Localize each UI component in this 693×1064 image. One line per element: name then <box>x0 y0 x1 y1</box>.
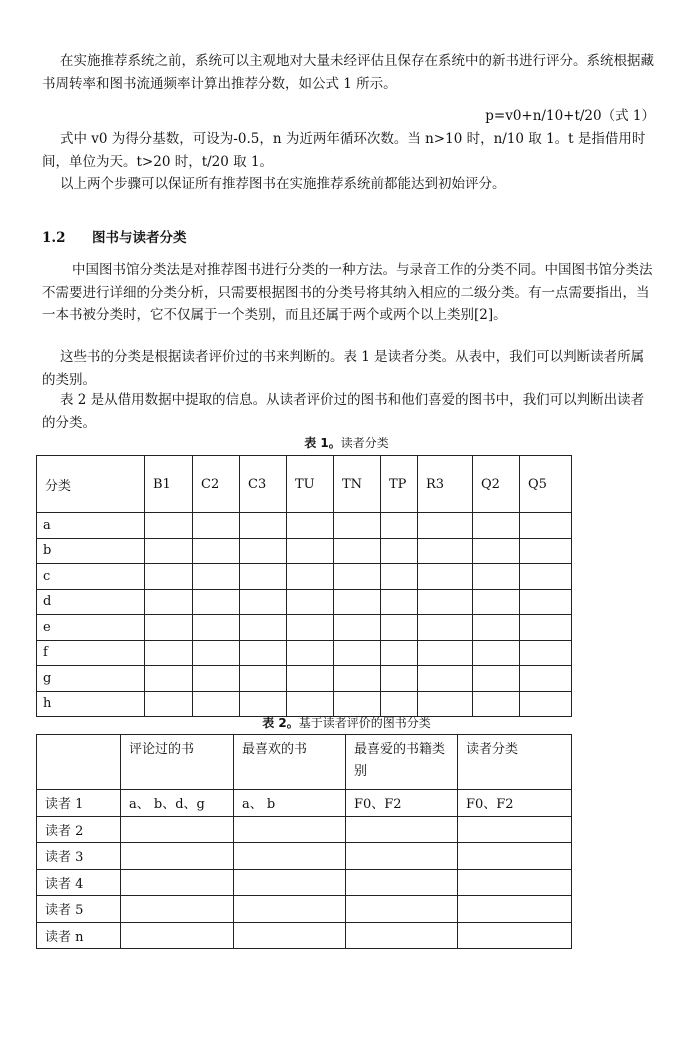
table-cell <box>334 666 381 692</box>
table-cell: F0、F2 <box>346 790 458 817</box>
table1-header-row <box>37 456 572 513</box>
table1-header-cell: 分类 <box>37 456 145 513</box>
table-cell <box>145 589 193 615</box>
table-row <box>37 843 572 870</box>
table-row <box>37 589 572 615</box>
table2-caption <box>0 714 693 731</box>
table-cell <box>234 896 346 923</box>
table-cell <box>334 564 381 590</box>
table1-header-cell: R3 <box>418 456 473 513</box>
table-cell <box>287 640 334 666</box>
table-cell <box>121 869 234 896</box>
table-cell <box>240 666 287 692</box>
table-cell <box>193 589 240 615</box>
table-cell <box>145 538 193 564</box>
table1-caption-text: 读者分类 <box>340 436 389 450</box>
table-row <box>37 666 572 692</box>
table-cell <box>234 922 346 949</box>
paragraph-3: 以上两个步骤可以保证所有推荐图书在实施推荐系统前都能达到初始评分。 <box>60 176 506 192</box>
table-cell <box>381 666 418 692</box>
table-cell <box>240 615 287 641</box>
table-cell <box>121 816 234 843</box>
table2-caption-text: 基于读者评价的图书分类 <box>298 716 431 730</box>
table2-header-cell: 评论过的书 <box>121 735 234 790</box>
table-cell: F0、F2 <box>458 790 572 817</box>
table-cell <box>240 589 287 615</box>
table-row <box>37 640 572 666</box>
table-cell <box>193 691 240 717</box>
paragraph-2: 式中 v0 为得分基数，可设为-0.5，n 为近两年循环次数。当 n>10 时，n/10 取 1。t 是指借用时间，单位为天。t>20 时，t/20 取 1。 <box>42 131 646 170</box>
table-cell <box>458 816 572 843</box>
table-row <box>37 513 572 539</box>
table-cell <box>381 538 418 564</box>
table-cell <box>520 589 572 615</box>
table-cell <box>520 513 572 539</box>
row-label: c <box>37 564 145 590</box>
table1-header-cell: C2 <box>193 456 240 513</box>
table-cell <box>346 843 458 870</box>
table-cell <box>193 615 240 641</box>
table-cell <box>520 538 572 564</box>
table1-caption <box>0 434 693 451</box>
table-row <box>37 869 572 896</box>
table-cell <box>473 691 520 717</box>
table-cell <box>334 589 381 615</box>
table2-header-cell: 最喜欢的书 <box>234 735 346 790</box>
table-cell <box>458 869 572 896</box>
table-row <box>37 922 572 949</box>
table-cell <box>346 922 458 949</box>
table2-header-cell: 最喜爱的书籍类别 <box>346 735 458 790</box>
table-cell <box>520 691 572 717</box>
table-cell <box>520 564 572 590</box>
table-cell <box>234 843 346 870</box>
table-cell <box>381 640 418 666</box>
table-cell <box>193 640 240 666</box>
table1-header-cell: TN <box>334 456 381 513</box>
table-cell <box>473 538 520 564</box>
row-label: 读者 1 <box>37 790 121 817</box>
table-cell <box>334 691 381 717</box>
table-cell <box>473 564 520 590</box>
row-label: 读者 5 <box>37 896 121 923</box>
row-label: h <box>37 691 145 717</box>
table-row <box>37 896 572 923</box>
table2-header-cell <box>37 735 121 790</box>
row-label: f <box>37 640 145 666</box>
table-cell <box>287 538 334 564</box>
table-cell <box>346 816 458 843</box>
table1-header-cell: B1 <box>145 456 193 513</box>
table-row <box>37 790 572 817</box>
table-cell <box>418 538 473 564</box>
table-cell <box>240 538 287 564</box>
row-label: a <box>37 513 145 539</box>
table-cell <box>121 843 234 870</box>
row-label: 读者 3 <box>37 843 121 870</box>
table-cell <box>458 922 572 949</box>
table1-header-cell: Q5 <box>520 456 572 513</box>
table-cell <box>193 564 240 590</box>
paragraph-4: 中国图书馆分类法是对推荐图书进行分类的一种方法。与录音工作的分类不同。中国图书馆分类法不需要进行详细的分类分析，只需要根据图书的分类号将其纳入相应的二级分类。有一点需要指出，当一本书被分类时，它不仅属于一个类别，而且还属于两个或两个以上类别[2]。 <box>42 262 653 323</box>
formula-1: p=v0+n/10+t/20（式 1） <box>485 108 655 124</box>
table-cell <box>287 589 334 615</box>
table-cell <box>520 640 572 666</box>
table-cell <box>145 513 193 539</box>
section-heading <box>42 226 187 246</box>
table-cell <box>381 691 418 717</box>
table-cell <box>145 564 193 590</box>
table-cell <box>473 513 520 539</box>
table-cell <box>234 869 346 896</box>
table1-header-cell: C3 <box>240 456 287 513</box>
table-cell <box>418 666 473 692</box>
table-cell <box>145 640 193 666</box>
table-cell <box>193 666 240 692</box>
table-cell <box>287 615 334 641</box>
table-cell <box>287 691 334 717</box>
section-title: 图书与读者分类 <box>92 230 187 246</box>
table-row <box>37 538 572 564</box>
table-cell <box>346 896 458 923</box>
row-label: d <box>37 589 145 615</box>
paragraph-1: 在实施推荐系统之前，系统可以主观地对大量未经评估且保存在系统中的新书进行评分。系统根据藏书周转率和图书流通频率计算出推荐分数，如公式 1 所示。 <box>42 53 654 92</box>
table-cell <box>193 538 240 564</box>
table1-header-cell: TU <box>287 456 334 513</box>
table-cell <box>381 564 418 590</box>
table-cell <box>418 615 473 641</box>
table1-header-cell: Q2 <box>473 456 520 513</box>
table-cell <box>234 816 346 843</box>
table-row <box>37 691 572 717</box>
section-number: 1.2 <box>42 230 66 246</box>
table-cell <box>145 691 193 717</box>
table-row <box>37 816 572 843</box>
row-label: 读者 n <box>37 922 121 949</box>
table1-header-cell: TP <box>381 456 418 513</box>
table-cell <box>287 564 334 590</box>
table-cell <box>418 513 473 539</box>
table1-caption-label: 表 1。 <box>304 436 341 450</box>
table-cell <box>334 538 381 564</box>
table-cell <box>334 513 381 539</box>
table-row <box>37 564 572 590</box>
row-label: b <box>37 538 145 564</box>
table-cell <box>121 896 234 923</box>
table-cell <box>334 615 381 641</box>
table-cell <box>473 615 520 641</box>
table-cell <box>240 691 287 717</box>
table-cell <box>418 691 473 717</box>
table-cell <box>473 666 520 692</box>
table2-caption-label: 表 2。 <box>262 716 299 730</box>
row-label: 读者 2 <box>37 816 121 843</box>
table2-header-cell: 读者分类 <box>458 735 572 790</box>
table-cell <box>458 843 572 870</box>
table-cell <box>240 564 287 590</box>
table-cell <box>381 615 418 641</box>
table-cell <box>240 513 287 539</box>
table-cell <box>121 922 234 949</box>
paragraph-6: 表 2 是从借用数据中提取的信息。从读者评价过的图书和他们喜爱的图书中，我们可以判断出读者的分类。 <box>42 392 645 431</box>
book-classification-table <box>36 734 572 949</box>
table-cell <box>418 589 473 615</box>
row-label: e <box>37 615 145 641</box>
table-cell: a、 b <box>234 790 346 817</box>
table-cell <box>473 589 520 615</box>
table-cell <box>145 666 193 692</box>
row-label: 读者 4 <box>37 869 121 896</box>
table-cell <box>287 513 334 539</box>
paragraph-5: 这些书的分类是根据读者评价过的书来判断的。表 1 是读者分类。从表中，我们可以判断读者所属的类别。 <box>42 349 645 388</box>
table2-header-row <box>37 735 572 790</box>
table-cell <box>334 640 381 666</box>
row-label: g <box>37 666 145 692</box>
table-cell <box>520 615 572 641</box>
table-cell <box>287 666 334 692</box>
table-cell <box>418 640 473 666</box>
table-cell <box>193 513 240 539</box>
table-cell <box>381 513 418 539</box>
table-cell <box>418 564 473 590</box>
table-cell <box>346 869 458 896</box>
table-cell <box>458 896 572 923</box>
table-cell <box>145 615 193 641</box>
table-cell <box>473 640 520 666</box>
table-cell <box>240 640 287 666</box>
reader-classification-table <box>36 455 572 717</box>
table-cell <box>520 666 572 692</box>
table-row <box>37 615 572 641</box>
table-cell <box>381 589 418 615</box>
table-cell: a、 b、d、g <box>121 790 234 817</box>
